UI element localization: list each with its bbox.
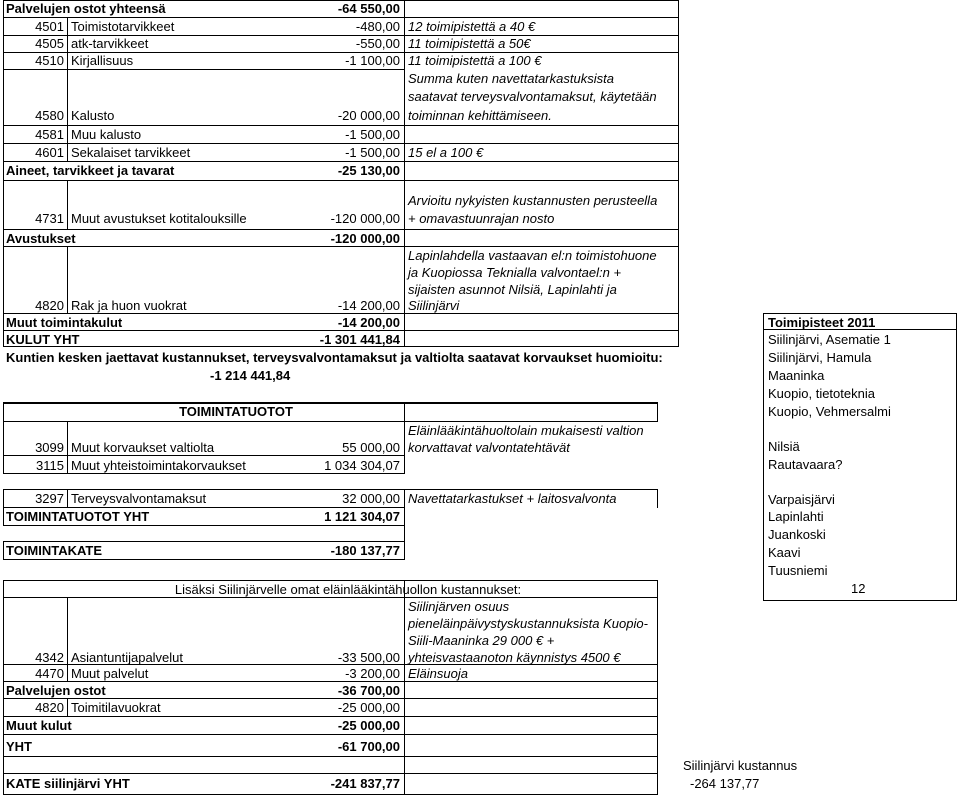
- row-note: Summa kuten navettatarkastuksista: [408, 71, 614, 86]
- site-item: Tuusniemi: [768, 563, 828, 578]
- row-label: KULUT YHT: [6, 332, 80, 347]
- row-label: Sekalaiset tarvikkeet: [71, 145, 191, 160]
- row-label: Avustukset: [6, 231, 76, 246]
- row-value: -61 700,00: [337, 739, 400, 754]
- row-note: Eläinsuoja: [408, 666, 468, 681]
- row-code: 4580: [35, 108, 64, 123]
- row-code: 4505: [35, 36, 64, 51]
- site-item: Varpaisjärvi: [768, 492, 835, 507]
- siilinjarvi-header: Lisäksi Siilinjärvelle omat eläinlääkintähuollon kustannukset:: [174, 582, 522, 597]
- row-value: 55 000,00: [342, 440, 400, 455]
- row-code: 4470: [35, 666, 64, 681]
- row-note: Siilinjärven osuus: [408, 599, 510, 614]
- col-line-code: [67, 17, 68, 161]
- row-note: 11 toimipistettä a 100 €: [408, 53, 542, 68]
- row-value: -120 000,00: [330, 231, 400, 246]
- row-code: 4820: [35, 298, 64, 313]
- row-code: 4731: [35, 211, 64, 226]
- row-value: -14 200,00: [337, 298, 400, 313]
- site-item: Nilsiä: [768, 439, 800, 454]
- row-label: Muut toimintakulut: [6, 315, 123, 330]
- row-note: yhteisvastaanoton käynnistys 4500 €: [408, 650, 621, 665]
- row-code: 4581: [35, 127, 64, 142]
- row-label: Muut korvaukset valtiolta: [71, 440, 215, 455]
- row-label: Rak ja huon vuokrat: [71, 298, 187, 313]
- row-value: -14 200,00: [337, 315, 400, 330]
- row-value: -241 837,77: [330, 776, 400, 791]
- col-line-code-3: [67, 246, 68, 314]
- row-note: 15 el a 100 €: [408, 145, 484, 160]
- row-value: -20 000,00: [337, 108, 400, 123]
- row-value: -1 500,00: [345, 127, 400, 142]
- row-label: Toimitilavuokrat: [71, 700, 161, 715]
- row-value: -64 550,00: [337, 1, 400, 16]
- row-note: pieneläinpäivystyskustannuksista Kuopio-: [408, 616, 648, 631]
- col-line-code-2: [67, 180, 68, 230]
- row-value: -25 000,00: [337, 718, 400, 733]
- sites-title: Toimipisteet 2011: [768, 315, 876, 330]
- row-value: -550,00: [355, 36, 400, 51]
- siilinjarvi-cost-label: Siilinjärvi kustannus: [683, 758, 798, 773]
- siilinjarvi-cost-value: -264 137,77: [690, 776, 760, 791]
- row-label: Kalusto: [71, 108, 115, 123]
- row-value: -3 200,00: [345, 666, 400, 681]
- row-value: 32 000,00: [342, 491, 400, 506]
- site-item: Maaninka: [768, 368, 825, 383]
- row-code: 4510: [35, 53, 64, 68]
- row-note: + omavastuunrajan nosto: [408, 211, 555, 226]
- row-value: -120 000,00: [330, 211, 400, 226]
- row-code: 4820: [35, 700, 64, 715]
- site-item: Siilinjärvi, Hamula: [768, 350, 872, 365]
- row-note: Eläinlääkintähuoltolain mukaisesti valtion: [408, 423, 644, 438]
- row-value: -1 100,00: [345, 53, 400, 68]
- row-label: Asiantuntijapalvelut: [71, 650, 184, 665]
- row-label: KATE siilinjärvi YHT: [6, 776, 130, 791]
- row-label: Muut yhteistoimintakorvaukset: [71, 458, 246, 473]
- row-value: -480,00: [355, 19, 400, 34]
- row-value: 1 121 304,07: [324, 509, 400, 524]
- row-note: ja Kuopiossa Teknialla valvontael:n +: [408, 265, 622, 280]
- row-note: toiminnan kehittämiseen.: [408, 108, 552, 123]
- row-code: 3297: [35, 491, 64, 506]
- row-note: 11 toimipistettä a 50€: [408, 36, 531, 51]
- allocation-note: Kuntien kesken jaettavat kustannukset, terveysvalvontamaksut ja valtiolta saatavat korvaukset huomioitu:: [6, 350, 663, 365]
- row-label: TOIMINTATUOTOT YHT: [6, 509, 150, 524]
- row-code: 4601: [35, 145, 64, 160]
- row-value: -1 301 441,84: [319, 332, 400, 347]
- site-item: Lapinlahti: [768, 509, 824, 524]
- row-label: TOIMINTAKATE: [6, 543, 103, 558]
- site-item: Kuopio, Vehmersalmi: [768, 404, 891, 419]
- row-value: 1 034 304,07: [324, 458, 400, 473]
- row-label: atk-tarvikkeet: [71, 36, 149, 51]
- row-code: 3099: [35, 440, 64, 455]
- row-value: -180 137,77: [330, 543, 400, 558]
- site-item: Kuopio, tietoteknia: [768, 386, 875, 401]
- row-label: YHT: [6, 739, 32, 754]
- site-item: Siilinjärvi, Asematie 1: [768, 332, 891, 347]
- row-label: Terveysvalvontamaksut: [71, 491, 207, 506]
- site-item: Rautavaara?: [768, 457, 843, 472]
- row-note: Navettatarkastukset + laitosvalvonta: [408, 491, 617, 506]
- row-label: Toimistotarvikkeet: [71, 19, 175, 34]
- row-value: -25 130,00: [337, 163, 400, 178]
- row-value: -25 000,00: [337, 700, 400, 715]
- row-code: 4501: [35, 19, 64, 34]
- row-label: Palvelujen ostot yhteensä: [6, 1, 166, 16]
- row-label: Muu kalusto: [71, 127, 142, 142]
- allocation-value: -1 214 441,84: [210, 368, 291, 383]
- site-item: Juankoski: [768, 527, 826, 542]
- sites-count: 12: [851, 581, 866, 596]
- row-note: Lapinlahdella vastaavan el:n toimistohuone: [408, 248, 657, 263]
- row-label: Aineet, tarvikkeet ja tavarat: [6, 163, 175, 178]
- site-item: Kaavi: [768, 545, 801, 560]
- row-note: korvattavat valvontatehtävät: [408, 440, 570, 455]
- row-label: Muut avustukset kotitalouksille: [71, 211, 247, 226]
- row-label: Palvelujen ostot: [6, 683, 106, 698]
- row-note: saatavat terveysvalvontamaksut, käytetään: [408, 89, 657, 104]
- row-value: -1 500,00: [345, 145, 400, 160]
- row-label: Muut kulut: [6, 718, 72, 733]
- row-note: Arvioitu nykyisten kustannusten perusteella: [408, 193, 658, 208]
- row-note: sijaisten asunnot Nilsiä, Lapinlahti ja: [408, 282, 617, 297]
- row-note: 12 toimipistettä a 40 €: [408, 19, 536, 34]
- row-value: -33 500,00: [337, 650, 400, 665]
- row-label: Muut palvelut: [71, 666, 149, 681]
- row-code: 4342: [35, 650, 64, 665]
- row-code: 3115: [36, 458, 64, 473]
- row-label: Kirjallisuus: [71, 53, 134, 68]
- row-note: Siilinjärvi: [408, 298, 460, 313]
- row-value: -36 700,00: [337, 683, 400, 698]
- income-header: TOIMINTATUOTOT: [179, 404, 293, 419]
- row-note: Siili-Maaninka 29 000 € +: [408, 633, 555, 648]
